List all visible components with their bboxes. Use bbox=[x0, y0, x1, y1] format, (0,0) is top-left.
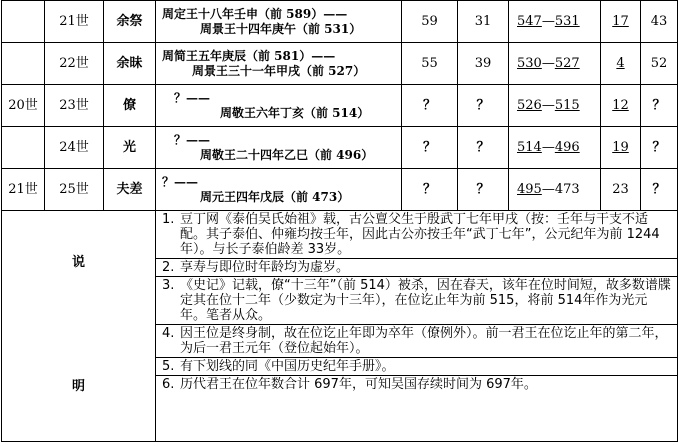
reign-years: 23 bbox=[601, 169, 641, 211]
range-sep: — bbox=[541, 14, 555, 29]
age-cell: ？ bbox=[402, 169, 458, 211]
note-item bbox=[156, 211, 677, 259]
table-row bbox=[2, 85, 678, 127]
note-text: 享寿与即位时年龄均为虚岁。 bbox=[180, 260, 350, 275]
reign-range bbox=[509, 1, 601, 43]
range-start: 547 bbox=[517, 14, 542, 29]
ruler-name: 光 bbox=[104, 127, 156, 169]
gen-cell: 21世 bbox=[2, 169, 45, 211]
last-cell: 43 bbox=[641, 1, 678, 43]
range-end: 496 bbox=[554, 140, 580, 155]
notes-label-bottom: 明 bbox=[71, 379, 85, 394]
range-start: 526 bbox=[517, 98, 542, 113]
gen-cell: 20世 bbox=[2, 85, 45, 127]
seq-cell: 24世 bbox=[45, 127, 104, 169]
last-cell: ？ bbox=[641, 127, 678, 169]
range-sep: — bbox=[541, 98, 555, 113]
table-row bbox=[2, 1, 678, 43]
era-cell bbox=[156, 1, 402, 43]
era-end: 周景王十四年庚午（前 531） bbox=[200, 21, 362, 36]
era-start: ？—— bbox=[174, 90, 211, 105]
genealogy-table bbox=[1, 0, 678, 442]
reign-years: 17 bbox=[601, 1, 641, 43]
note-text: 有下划线的同《中国历史纪年手册》。 bbox=[180, 359, 395, 374]
era-cell bbox=[156, 43, 402, 85]
seq-cell: 25世 bbox=[45, 169, 104, 211]
seq-cell: 23世 bbox=[45, 85, 104, 127]
era-cell bbox=[156, 127, 402, 169]
era-end: 周景王三十一年甲戌（前 527） bbox=[192, 63, 366, 78]
accession-age-cell: 39 bbox=[458, 43, 509, 85]
notes-row bbox=[2, 211, 678, 442]
era-start: ？—— bbox=[174, 132, 211, 147]
range-sep: — bbox=[541, 182, 555, 197]
note-text: 历代君王在位年数合计 697年，可知吴国存续时间为 697年。 bbox=[180, 377, 537, 392]
gen-cell bbox=[2, 1, 45, 43]
range-end: 515 bbox=[554, 98, 580, 113]
range-end: 527 bbox=[554, 56, 580, 71]
note-number: 6. bbox=[162, 377, 175, 392]
reign-years: 4 bbox=[601, 43, 641, 85]
age-cell: ？ bbox=[402, 85, 458, 127]
table-row bbox=[2, 127, 678, 169]
range-end: 531 bbox=[554, 14, 580, 29]
range-end: 473 bbox=[554, 182, 580, 197]
era-end: 周元王四年戊辰（前 473） bbox=[200, 189, 350, 204]
accession-age-cell: ？ bbox=[458, 85, 509, 127]
gen-cell bbox=[2, 43, 45, 85]
range-start: 514 bbox=[517, 140, 542, 155]
era-start: 周简王五年庚辰（前 581）—— bbox=[162, 48, 336, 63]
last-cell: 52 bbox=[641, 43, 678, 85]
note-item bbox=[156, 325, 677, 358]
age-cell: 55 bbox=[402, 43, 458, 85]
ruler-name: 余昧 bbox=[104, 43, 156, 85]
era-end: 周敬王二十四年乙巳（前 496） bbox=[200, 147, 374, 162]
note-item bbox=[156, 277, 677, 325]
era-cell bbox=[156, 85, 402, 127]
notes-label bbox=[2, 211, 156, 442]
accession-age-cell: 31 bbox=[458, 1, 509, 43]
note-text: 因王位是终身制，故在位讫止年即为卒年（僚例外）。前一君王在位讫止年的第二年，为后一君王元年（登位起始年）。 bbox=[180, 326, 668, 356]
accession-age-cell: ？ bbox=[458, 127, 509, 169]
age-cell: ？ bbox=[402, 127, 458, 169]
note-item bbox=[156, 376, 677, 393]
note-number: 5. bbox=[162, 359, 175, 374]
range-sep: — bbox=[541, 140, 555, 155]
note-number: 1. bbox=[162, 212, 175, 227]
era-start: 周定王十八年壬申（前 589）—— bbox=[162, 6, 348, 21]
era-cell bbox=[156, 169, 402, 211]
reign-range bbox=[509, 169, 601, 211]
ruler-name: 余祭 bbox=[104, 1, 156, 43]
era-start: ？—— bbox=[162, 174, 199, 189]
note-item bbox=[156, 358, 677, 376]
note-item bbox=[156, 259, 677, 277]
ruler-name: 夫差 bbox=[104, 169, 156, 211]
notes-cell bbox=[156, 211, 678, 442]
note-number: 4. bbox=[162, 326, 175, 341]
range-sep: — bbox=[541, 56, 555, 71]
range-start: 495 bbox=[517, 182, 542, 197]
reign-years: 19 bbox=[601, 127, 641, 169]
last-cell: ？ bbox=[641, 85, 678, 127]
note-number: 2. bbox=[162, 260, 175, 275]
last-cell: ？ bbox=[641, 169, 678, 211]
accession-age-cell: ？ bbox=[458, 169, 509, 211]
notes-label-top: 说 bbox=[71, 255, 85, 270]
reign-years: 12 bbox=[601, 85, 641, 127]
note-text: 《史记》记载，僚“十三年”（前 514）被杀，因在春天，该年在位时间短，故多数谱牒定其在位十二年（少数定为十三年），在位讫止年为前 515，将前 514年作为光元年。笔者从众。 bbox=[180, 278, 671, 323]
note-text: 豆丁网《泰伯吴氏始祖》载，古公亶父生于殷武丁七年甲戌（按：壬年与干支不适配。其子泰伯、仲雍均按壬年，因此古公亦按壬年“武丁七年”，公元纪年为前 1244年）。与长子泰伯龄差 33岁。 bbox=[180, 212, 660, 257]
reign-range bbox=[509, 85, 601, 127]
reign-range bbox=[509, 43, 601, 85]
table-row bbox=[2, 169, 678, 211]
seq-cell: 22世 bbox=[45, 43, 104, 85]
range-start: 530 bbox=[517, 56, 542, 71]
table-row bbox=[2, 43, 678, 85]
seq-cell: 21世 bbox=[45, 1, 104, 43]
age-cell: 59 bbox=[402, 1, 458, 43]
reign-range bbox=[509, 127, 601, 169]
note-number: 3. bbox=[162, 278, 175, 293]
gen-cell bbox=[2, 127, 45, 169]
era-end: 周敬王六年丁亥（前 514） bbox=[220, 105, 370, 120]
ruler-name: 僚 bbox=[104, 85, 156, 127]
